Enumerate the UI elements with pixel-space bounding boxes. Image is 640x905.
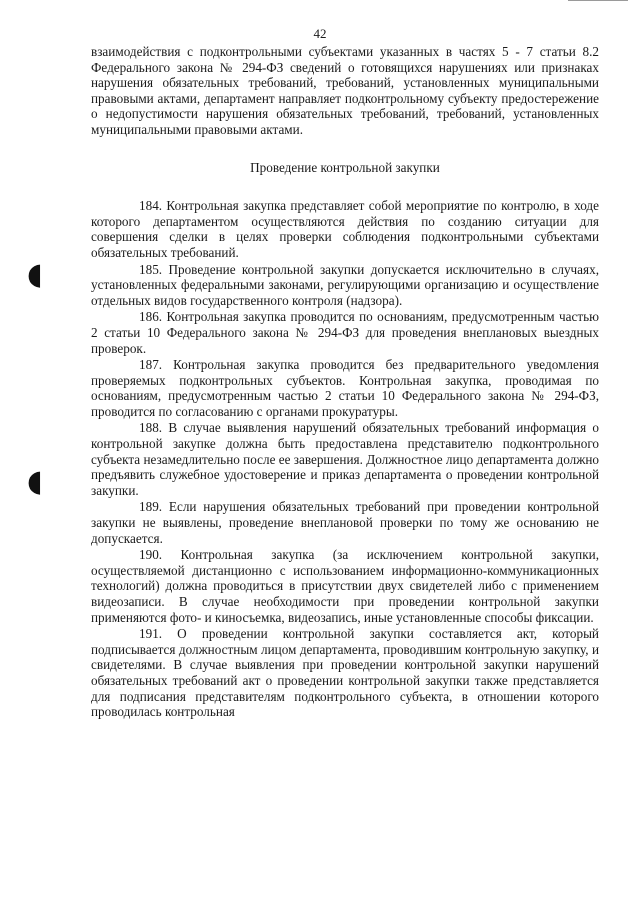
paragraph-191: 191. О проведении контрольной закупки составляется акт, который подписывается должностным лицом департамента, проводившим контрольную закупку, и свидетелями. В случае выявления при проведении контрольной закупки нарушений обязательных требований акт о проведении контрольной закупки также представляется для подписания представителям подконтрольного субъекта, в отношении которого проводилась контрольная	[91, 626, 599, 720]
margin-binding-mark: ◖	[27, 257, 43, 292]
paragraph-185: 185. Проведение контрольной закупки допускается исключительно в случаях, установленных федеральными законами, регулирующими организацию и осуществление отдельных видов государственного контроля (надзора).	[91, 261, 599, 308]
document-body	[91, 44, 599, 720]
paragraph-189: 189. Если нарушения обязательных требований при проведении контрольной закупки не выявлены, проведение внеплановой проверки по тому же основанию не допускается.	[91, 499, 599, 546]
page-number: 42	[313, 26, 327, 41]
paragraph-188: 188. В случае выявления нарушений обязательных требований информация о контрольной закупке должна быть предоставлена представителю подконтрольного субъекта незамедлительно после ее завершения. Должностное лицо департамента должно предъявить служебное удостоверение и приказ департамента о проведении контрольной закупки.	[91, 420, 599, 498]
paragraph-190: 190. Контрольная закупка (за исключением контрольной закупки, осуществляемой дистанционно с использованием информационно-коммуникационных технологий) должна проводиться в присутствии двух свидетелей либо с применением видеозаписи. В случае необходимости при проведении контрольной закупки применяются фото- и киносъемка, видеозапись, иные установленные способы фиксации.	[91, 547, 599, 625]
paragraph-186: 186. Контрольная закупка проводится по основаниям, предусмотренным частью 2 статьи 10 Федерального закона № 294-ФЗ для проведения внеплановых выездных проверок.	[91, 309, 599, 356]
paragraph-187: 187. Контрольная закупка проводится без предварительного уведомления проверяемых подконтрольных субъектов. Контрольная закупка, проводимая по основаниям, предусмотренным частью 2 статьи 10 Федерального закона № 294-ФЗ, проводится по согласованию с органами прокуратуры.	[91, 357, 599, 419]
page-corner-rule	[568, 0, 628, 1]
section-heading: Проведение контрольной закупки	[250, 159, 440, 175]
margin-binding-mark: ◖	[27, 464, 43, 499]
paragraph-184: 184. Контрольная закупка представляет собой мероприятие по контролю, в ходе которого департаментом осуществляются действия по созданию ситуации для совершения сделки в целях проверки соблюдения подконтрольными субъектами обязательных требований.	[91, 198, 599, 260]
paragraph-continuation: взаимодействия с подконтрольными субъектами указанных в частях 5 - 7 статьи 8.2 Федерального закона № 294-ФЗ сведений о готовящихся нарушениях или признаках нарушения обязательных требований, требований, установленных муниципальными правовыми актами, департамент направляет подконтрольному субъекту предостережение о недопустимости нарушения обязательных требований, требований, установленных муниципальными правовыми актами.	[91, 44, 599, 137]
